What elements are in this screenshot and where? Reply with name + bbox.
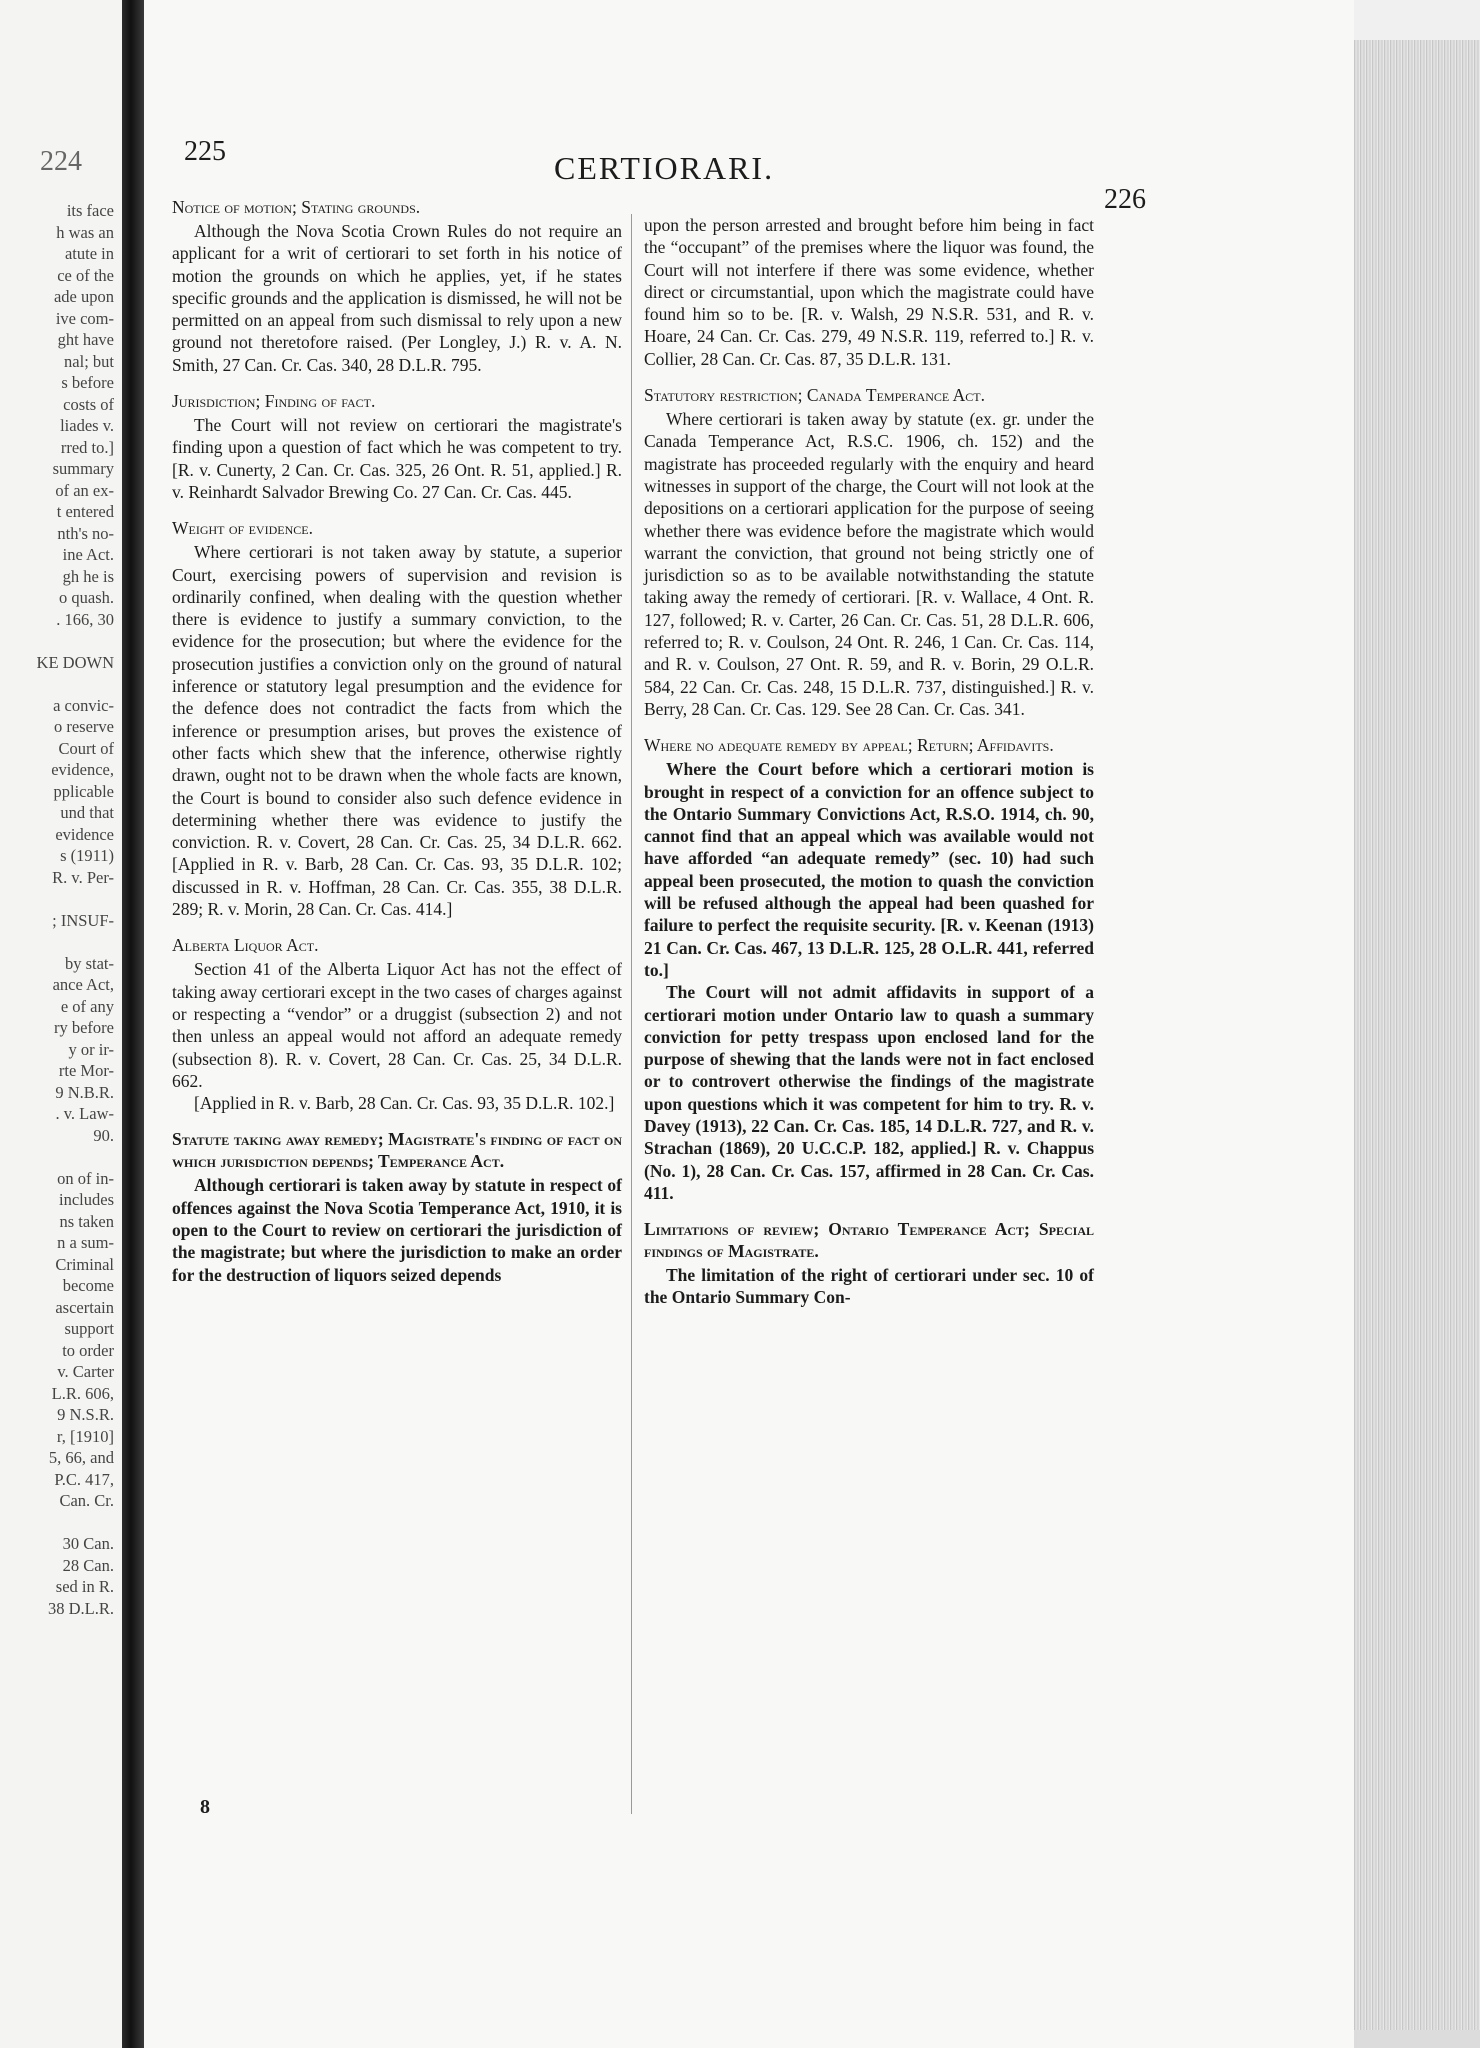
facing-page-line: includes (59, 1190, 114, 1209)
facing-page-line (37, 673, 114, 695)
facing-page-line: of an ex- (55, 480, 114, 500)
section-heading: Alberta Liquor Act. (172, 935, 319, 956)
facing-page-line: s before (61, 373, 114, 392)
facing-page-line: to order (62, 1340, 114, 1360)
paragraph: Although certiorari is taken away by statute in respect of offences against the Nova Scotia Temperance Act, 1910, it is open to the Court to review on certiorari the jurisdiction of the magistrate; but where the jurisdiction to make an order for the destruction of liquors seized depends (172, 1175, 622, 1285)
facing-page-line: v. Carter (57, 1362, 114, 1381)
paragraph: The Court will not admit affidavits in support of a certiorari motion under Ontario law to quash a summary conviction for petty trespass upon enclosed land for the purpose of shewing that the lands were not in fact enclosed or to controvert otherwise the findings of the magistrate upon questions which it was competent for him to try. R. v. Davey (1913), 22 Can. Cr. Cas. 185, 14 D.L.R. 727, and R. v. Strachan (1869), 20 U.C.C.P. 182, applied.] R. v. Chappus (No. 1), 28 Can. Cr. Cas. 157, affirmed in 28 Can. Cr. Cas. 411. (644, 982, 1094, 1203)
facing-page-line: ascertain (55, 1297, 114, 1317)
facing-page-line: t entered (56, 502, 114, 521)
facing-page-line: 5, 66, and (48, 1448, 114, 1467)
page-number-left: 225 (184, 136, 226, 167)
facing-page-line (37, 630, 114, 652)
facing-page-line: rte Mor- (58, 1061, 114, 1080)
main-page (144, 0, 1354, 2048)
section-heading: Where no adequate remedy by appeal; Return; Affidavits. (644, 735, 1054, 756)
facing-page-line: r, [1910] (56, 1426, 114, 1446)
facing-page-line: s (1911) (60, 846, 114, 865)
book-gutter (122, 0, 144, 2048)
facing-page-line: liades v. (60, 416, 114, 435)
facing-page-line: n a sum- (57, 1233, 114, 1252)
paragraph: Where certiorari is not taken away by statute, a superior Court, exercising powers of supervision and revision is ordinarily confined, when dealing with the question whether there is evidence to justify a summary conviction, to the evidence for the prosecution; but where the evidence for the prosecution justifies a conviction only on the ground of natural inference or statutory legal presumption and the evidence for the defence does not contradict the facts from which the inference or presumption arises, but proves the existence of other facts which shew that the inference, otherwise rightly drawn, ought not to be drawn when the whole facts are known, the Court is bound to consider also such defence evidence in determining whether there was evidence to justify the conviction. R. v. Covert, 28 Can. Cr. Cas. 25, 34 D.L.R. 662. [Applied in R. v. Barb, 28 Can. Cr. Cas. 93, 35 D.L.R. 102; discussed in R. v. Hoffman, 28 Can. Cr. Cas. 355, 38 D.L.R. 289; R. v. Morin, 28 Can. Cr. Cas. 414.] (172, 542, 622, 920)
facing-page-line: 28 Can. (62, 1555, 114, 1575)
facing-page-line: become (62, 1276, 114, 1295)
paragraph: upon the person arrested and brought before him being in fact the “occupant” of the premises where the liquor was found, the Court will not interfere if there was some evidence, whether direct or circumstantial, upon which the magistrate could have found him so to be. [R. v. Walsh, 29 N.S.R. 531, and R. v. Hoare, 24 Can. Cr. Cas. 279, 49 N.S.R. 119, referred to.] R. v. Collier, 28 Can. Cr. Cas. 87, 35 D.L.R. 131. (644, 215, 1094, 369)
page-number-right: 226 (1104, 184, 1146, 215)
paragraph: The Court will not review on certiorari the magistrate's finding upon a question of fact which he was competent to try. [R. v. Cunerty, 2 Can. Cr. Cas. 325, 26 Ont. R. 51, applied.] R. v. Reinhardt Salvador Brewing Co. 27 Can. Cr. Cas. 445. (172, 415, 622, 502)
section-heading: Weight of evidence. (172, 518, 313, 539)
facing-page-line (37, 1146, 114, 1168)
facing-page-line: h was an (56, 222, 114, 242)
facing-page-line: . v. Law- (55, 1104, 114, 1123)
paragraph: The limitation of the right of certiorari under sec. 10 of the Ontario Summary Con- (644, 1265, 1094, 1308)
facing-page-line: 90. (93, 1125, 114, 1145)
facing-page-line: evidence, (51, 760, 114, 779)
facing-page-line: nth's no- (57, 523, 114, 543)
section-heading: Limitations of review; Ontario Temperance Act; Special findings of Magistrate. (644, 1219, 1094, 1262)
facing-page-line (37, 931, 114, 953)
facing-page-line: pplicable (53, 781, 114, 801)
facing-page-line: e of any (60, 996, 114, 1016)
facing-page-line: ine Act. (62, 545, 114, 564)
facing-page-line: on of in- (57, 1168, 114, 1188)
paragraph: Although the Nova Scotia Crown Rules do not require an applicant for a writ of certiorari to set forth in his notice of motion the grounds on which he applies, yet, if he states specific grounds and the application is dismissed, he will not be permitted on an appeal from such dismissal to rely upon a new ground not theretofore raised. (Per Longley, J.) R. v. A. N. Smith, 27 Can. Cr. Cas. 340, 28 D.L.R. 795. (172, 221, 622, 375)
facing-page-line: sed in R. (55, 1577, 114, 1596)
facing-page-number: 224 (40, 146, 82, 177)
section-heading: Jurisdiction; Finding of fact. (172, 391, 376, 412)
paragraph: Section 41 of the Alberta Liquor Act has not the effect of taking away certiorari except in the two cases of charges against or respecting a “vendor” or a druggist (subsection 2) and not then unless an appeal would not afford an adequate remedy (subsection 8). R. v. Covert, 28 Can. Cr. Cas. 25, 34 D.L.R. 662. (172, 959, 622, 1091)
facing-page-line: 9 N.S.R. (57, 1405, 114, 1424)
column-rule (631, 214, 632, 1814)
facing-page-line: by stat- (64, 953, 114, 973)
facing-page-line: summary (52, 459, 114, 478)
facing-page-line: P.C. 417, (54, 1469, 114, 1489)
facing-page-line: rred to.] (60, 437, 114, 457)
facing-page-line: ade upon (53, 287, 114, 306)
facing-page-line: R. v. Per- (52, 867, 114, 887)
facing-page-line: a convic- (53, 695, 114, 715)
facing-page-line: gh he is (62, 566, 114, 586)
section-heading: Statute taking away remedy; Magistrate's finding of fact on which jurisdiction depends; Temperance Act. (172, 1129, 622, 1172)
facing-page-line: costs of (63, 394, 114, 414)
facing-page-text-fragments (37, 200, 114, 1619)
facing-page-line: atute in (64, 244, 114, 263)
facing-page-line: L.R. 606, (51, 1383, 114, 1403)
facing-page-line: 9 N.B.R. (55, 1082, 114, 1102)
facing-page-line: evidence (55, 824, 114, 844)
facing-page-line: ght have (57, 330, 114, 349)
signature-mark: 8 (200, 1796, 210, 1818)
page-edges (1354, 40, 1480, 2030)
facing-page-line: ns taken (59, 1211, 114, 1231)
facing-page-line: ce of the (57, 265, 114, 285)
facing-page-line: Court of (58, 738, 114, 758)
left-column (172, 196, 622, 1286)
facing-page-line: Can. Cr. (59, 1491, 114, 1510)
facing-page-line: nal; but (64, 351, 114, 371)
paragraph: Where certiorari is taken away by statute (ex. gr. under the Canada Temperance Act, R.S.C. 1906, ch. 152) and the magistrate has proceeded regularly with the enquiry and heard witnesses in support of the charge, the Court will not look at the depositions on a certiorari application for the purpose of seeing whether there was evidence before the magistrate which would warrant the conviction, that ground not being strictly one of jurisdiction so as to be available notwithstanding the statute taking away the remedy of certiorari. [R. v. Wallace, 4 Ont. R. 127, followed; R. v. Carter, 26 Can. Cr. Cas. 51, 28 D.L.R. 606, referred to; R. v. Coulson, 24 Ont. R. 246, 1 Can. Cr. Cas. 114, and R. v. Coulson, 27 Ont. R. 59, and R. v. Borin, 29 O.L.R. 584, 22 Can. Cr. Cas. 248, 15 D.L.R. 737, distinguished.] R. v. Berry, 28 Can. Cr. Cas. 129. See 28 Can. Cr. Cas. 341. (644, 409, 1094, 719)
facing-page-line: support (64, 1319, 114, 1338)
facing-page-line: ive com- (55, 308, 114, 328)
facing-page-line: ry before (53, 1018, 114, 1037)
paragraph: Where the Court before which a certiorari motion is brought in respect of a conviction for an offence subject to the Ontario Summary Convictions Act, R.S.O. 1914, ch. 90, cannot find that an appeal which was available would not have afforded “an adequate remedy” (sec. 10) had such appeal been prosecuted, the motion to quash the conviction will be refused although the appeal had been quashed for failure to perfect the requisite security. [R. v. Keenan (1913) 21 Can. Cr. Cas. 467, 13 D.L.R. 125, 28 O.L.R. 441, referred to.] (644, 759, 1094, 980)
section-heading: Notice of motion; Stating grounds. (172, 197, 421, 217)
facing-page-line: und that (60, 803, 114, 822)
facing-page-line: ance Act, (52, 975, 114, 994)
facing-page-line: y or ir- (68, 1039, 114, 1059)
section-heading: Statutory restriction; Canada Temperance Act. (644, 385, 986, 406)
facing-page-line: o reserve (53, 717, 114, 736)
facing-page-line: its face (66, 201, 114, 220)
facing-page (0, 0, 122, 2048)
facing-page-line (37, 1512, 114, 1534)
facing-page-line: ; INSUF- (52, 910, 114, 930)
facing-page-line: 30 Can. (62, 1534, 114, 1553)
facing-page-line: KE DOWN (36, 652, 114, 672)
running-head: CERTIORARI. (554, 150, 775, 186)
right-column (644, 214, 1094, 1309)
facing-page-line (37, 888, 114, 910)
facing-page-line: o quash. (59, 588, 114, 607)
facing-page-line: . 166, 30 (56, 609, 114, 629)
facing-page-line: 38 D.L.R. (48, 1598, 114, 1618)
paragraph: [Applied in R. v. Barb, 28 Can. Cr. Cas. 93, 35 D.L.R. 102.] (194, 1093, 615, 1114)
facing-page-line: Criminal (55, 1254, 114, 1274)
